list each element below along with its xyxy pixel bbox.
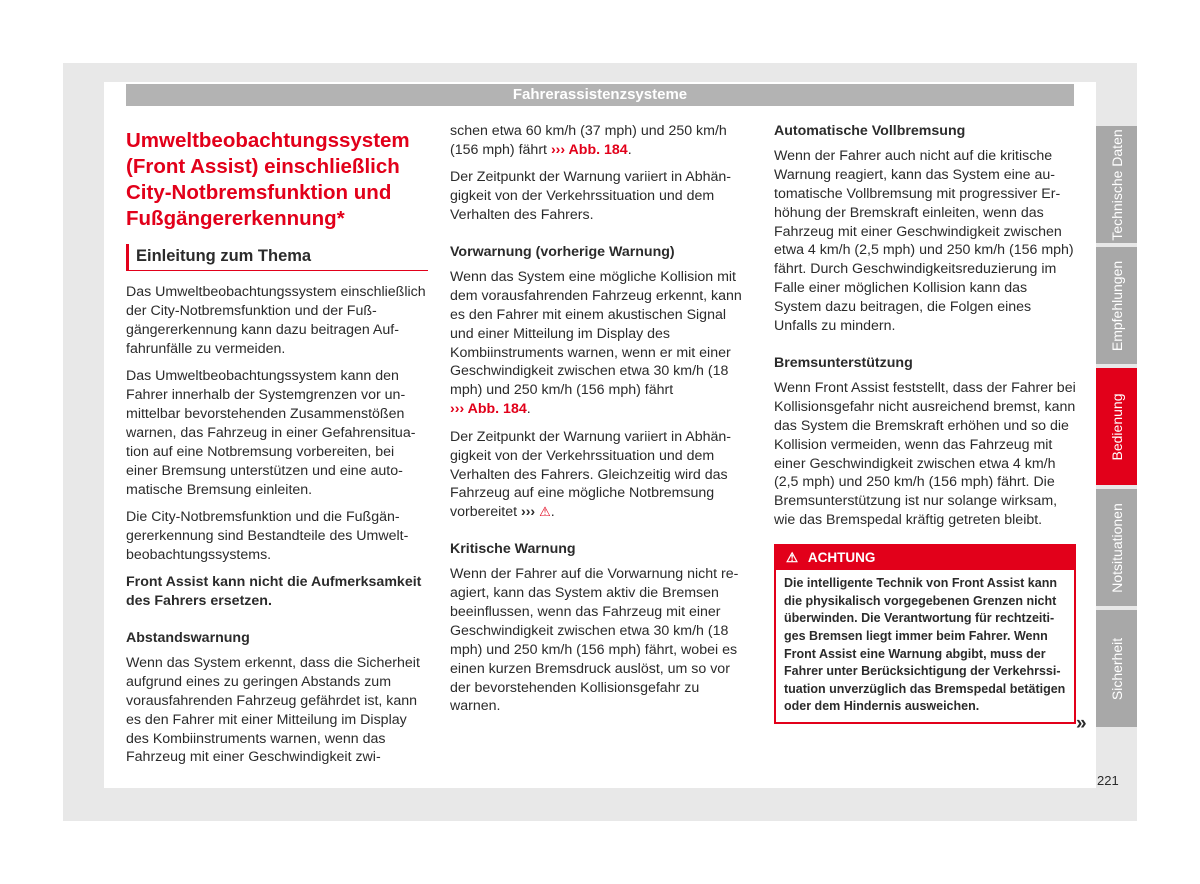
- side-tab-label: Notsituationen: [1108, 502, 1125, 593]
- subheading-kritische-warnung: Kritische Warnung: [450, 541, 576, 558]
- paragraph: Das Umweltbeobachtungssystem kann den Fahrer innerhalb der Systemgrenzen vor unmittelbar bevorstehenden Zusammenstößen warnen, das Fahrzeug in einer Gefahrensituation auf eine Notbremsung vorbereiten, bei einer Bremsung unterstützen und eine automatische Bremsung einleiten.: [126, 368, 416, 498]
- figure-reference-link[interactable]: ››› Abb. 184: [450, 401, 527, 418]
- page-number: 221: [1097, 773, 1119, 788]
- warning-triangle-icon[interactable]: ⚠: [539, 504, 551, 520]
- paragraph: [450, 122, 752, 160]
- paragraph-text: .: [627, 141, 632, 158]
- side-tab-label: Sicherheit: [1108, 637, 1125, 700]
- bold-note: Front Assist kann nicht die Aufmerksamkeit des Fahrers ersetzen.: [126, 574, 422, 610]
- side-tab-label: Bedienung: [1108, 393, 1125, 460]
- paragraph: Die City-Notbremsfunktion und die Fußgängererkennung sind Bestandteile des Umweltbeobachtungssystems.: [126, 508, 409, 563]
- warning-title-bar: [776, 546, 1074, 570]
- subheading-vollbremsung: Automatische Vollbremsung: [774, 123, 966, 139]
- side-tab-notsituationen[interactable]: [1096, 489, 1137, 606]
- paragraph-text: Wenn das System eine mögliche Kollision mit dem vorausfahrenden Fahrzeug erkennt, kann es den Fahrer mit einem akustischen Signal und einer Mitteilung im Display des Kombiinstruments warnen, wenn er mit einer Geschwindigkeit zwischen etwa 30 km/h (18 mph) und 250 km/h (156 mph) fährt: [450, 268, 742, 399]
- side-tab-bedienung[interactable]: [1096, 368, 1137, 485]
- subheading-vorwarnung: Vorwarnung (vorherige Warnung): [450, 244, 675, 261]
- paragraph-text: .: [526, 401, 531, 418]
- subheading-abstandswarnung: Abstandswarnung: [126, 630, 250, 646]
- main-title: Umweltbeobachtungssystem (Front Assist) einschließlich City-Notbremsfunktion und Fußgängererkennung*: [126, 129, 410, 230]
- subheading-bremsunterstuetzung: Bremsunterstützung: [774, 354, 913, 371]
- paragraph: Der Zeitpunkt der Warnung variiert in Abhängigkeit von der Verkehrssituation und dem Verhalten des Fahrers.: [450, 169, 732, 224]
- warning-title: ACHTUNG: [807, 550, 876, 566]
- chapter-header: Fahrerassistenzsysteme: [126, 84, 1074, 106]
- side-tab-label: Empfehlungen: [1108, 260, 1125, 351]
- reference-arrows[interactable]: ›››: [520, 504, 536, 521]
- paragraph: Wenn Front Assist feststellt, dass der Fahrer bei Kollisionsgefahr nicht ausreichend bremst, kann das System die Bremskraft erhöhen und so die Kollision vermeiden, wenn das Fahrzeug mit einer Geschwindigkeit zwischen etwa 4 km/h (2,5 mph) und 250 km/h (156 mph) fährt. Die Bremsunterstützung ist nur solange wirksam, wie das Bremspedal kräftig getreten bleibt.: [774, 379, 1076, 529]
- continue-arrows-icon: »: [1076, 713, 1087, 734]
- column-2: [450, 122, 752, 725]
- side-tab-sicherheit[interactable]: [1096, 610, 1137, 727]
- paragraph: [450, 428, 752, 523]
- paragraph: Das Umweltbeobachtungssystem einschließlich der City-Notbremsfunktion und der Fußgängererkennung kann dazu beitragen Auffahrunfälle zu vermeiden.: [126, 284, 426, 357]
- paragraph-text: schen etwa 60 km/h (37 mph) und 250 km/h (156 mph) fährt: [450, 123, 727, 158]
- side-tab-empfehlungen[interactable]: [1096, 247, 1137, 364]
- paragraph-text: .: [550, 504, 555, 521]
- figure-reference-link[interactable]: ››› Abb. 184: [550, 141, 628, 158]
- warning-triangle-icon: ⚠: [786, 550, 799, 566]
- paragraph-text: Der Zeitpunkt der Warnung variiert in Abhängigkeit von der Verkehrssituation und dem Verhalten des Fahrers. Gleichzeitig wird das Fahrzeug auf eine mögliche Notbremsung vorbereitet: [450, 428, 732, 521]
- side-tab-label: Technische Daten: [1108, 128, 1125, 241]
- column-3: [774, 122, 1076, 724]
- column-1: [126, 122, 428, 776]
- side-tab-technische-daten[interactable]: [1096, 126, 1137, 243]
- paragraph: Wenn das System erkennt, dass die Sicherheit aufgrund eines zu geringen Abstands zum vorausfahrenden Fahrzeug gefährdet ist, kann es den Fahrer mit einer Mitteilung im Display des Kombiinstruments warnen, wenn das Fahrzeug mit einer Geschwindigkeit zwi-: [126, 654, 420, 766]
- paragraph: [450, 268, 752, 419]
- section-heading: Einleitung zum Thema: [126, 244, 428, 271]
- warning-box: [774, 544, 1076, 724]
- paragraph: Wenn der Fahrer auf die Vorwarnung nicht reagiert, kann das System aktiv die Bremsen beeinflussen, wenn das Fahrzeug mit einer Geschwindigkeit zwischen etwa 30 km/h (18 mph) und 250 km/h (156 mph) fährt, wobei es einen kurzen Bremsdruck auslöst, um so vor der bevorstehenden Kollisionsgefahr zu warnen.: [450, 566, 739, 715]
- paragraph: Wenn der Fahrer auch nicht auf die kritische Warnung reagiert, kann das System eine automatische Vollbremsung mit progressiver Erhöhung der Bremskraft einleiten, wenn das Fahrzeug mit einer Geschwindigkeit zwischen etwa 4 km/h (2,5 mph) und 250 km/h (156 mph) fährt. Durch Geschwindigkeitsreduzierung im Falle einer möglichen Kollision kann das System dazu beitragen, die Folgen eines Unfalls zu mindern.: [774, 147, 1074, 335]
- warning-text: Die intelligente Technik von Front Assist kann die physikalisch vorgegebenen Grenzen nicht überwinden. Die Verantwortung für rechtzeitiges Bremsen liegt immer beim Fahrer. Wenn Front Assist eine Warnung abgibt, muss der Fahrer unter Berücksichtigung der Verkehrssituation unverzüglich das Bremspedal betätigen oder dem Hindernis ausweichen.: [784, 576, 1066, 714]
